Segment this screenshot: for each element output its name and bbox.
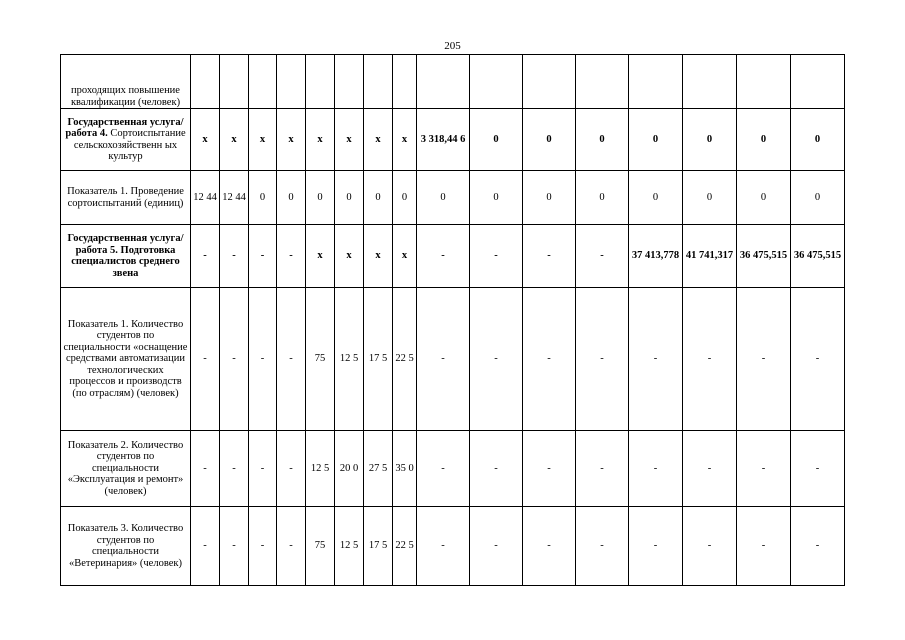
table-cell: - (791, 431, 845, 507)
table-cell: 75 (306, 288, 335, 431)
table-cell: 0 (470, 109, 523, 171)
table-cell: - (220, 507, 249, 586)
table-cell: - (277, 288, 306, 431)
table-cell (791, 55, 845, 109)
table-cell: - (523, 225, 576, 288)
table-cell: 3 318,44 6 (417, 109, 470, 171)
table-cell: - (683, 507, 737, 586)
table-cell (470, 55, 523, 109)
table-cell (306, 55, 335, 109)
table-cell: 22 5 (393, 507, 417, 586)
table-cell: 17 5 (364, 507, 393, 586)
row-label (61, 109, 191, 171)
table-cell (364, 55, 393, 109)
table-cell (249, 55, 277, 109)
table-cell: - (249, 225, 277, 288)
row-label: Показатель 1. Количество студентов по специальности «оснащение средствами автоматизации технологических процессов и производств (по отраслям) (человек) (61, 288, 191, 431)
table-cell: - (191, 507, 220, 586)
table-cell: 20 0 (335, 431, 364, 507)
table-cell: x (249, 109, 277, 171)
table-cell: 37 413,778 (629, 225, 683, 288)
table-cell: - (417, 507, 470, 586)
table-cell: 36 475,515 (791, 225, 845, 288)
table-cell: - (417, 431, 470, 507)
table-cell: 0 (791, 171, 845, 225)
table-cell: - (191, 225, 220, 288)
table-cell: 41 741,317 (683, 225, 737, 288)
row-label: Показатель 2. Количество студентов по специальности «Эксплуатация и ремонт» (человек) (61, 431, 191, 507)
table-cell: 0 (249, 171, 277, 225)
table-cell: 0 (737, 109, 791, 171)
table-cell: 0 (523, 171, 576, 225)
table-cell (191, 55, 220, 109)
table-row (61, 109, 845, 171)
table-cell: - (523, 431, 576, 507)
table-cell: 0 (737, 171, 791, 225)
table-cell: 0 (277, 171, 306, 225)
table-cell: 0 (393, 171, 417, 225)
table-cell: 12 5 (335, 288, 364, 431)
table-cell: - (576, 431, 629, 507)
table-cell: - (277, 225, 306, 288)
table-cell: - (576, 288, 629, 431)
table-cell: x (335, 225, 364, 288)
row-label: Показатель 3. Количество студентов по специальности «Ветеринария» (человек) (61, 507, 191, 586)
table-row (61, 507, 845, 586)
table-cell (417, 55, 470, 109)
table-cell (277, 55, 306, 109)
table-cell: - (277, 431, 306, 507)
table-cell (737, 55, 791, 109)
table-cell: x (335, 109, 364, 171)
table-cell: - (629, 288, 683, 431)
table-cell: - (576, 225, 629, 288)
page-number: 205 (444, 40, 461, 52)
table-row (61, 171, 845, 225)
table-cell: - (417, 288, 470, 431)
table-cell: - (470, 507, 523, 586)
table-cell: - (629, 507, 683, 586)
table-cell: 22 5 (393, 288, 417, 431)
table-cell: - (629, 431, 683, 507)
table-cell: 0 (791, 109, 845, 171)
table-cell: 0 (576, 109, 629, 171)
table-cell (335, 55, 364, 109)
table-cell: - (249, 288, 277, 431)
table-cell: 0 (364, 171, 393, 225)
table-cell: - (737, 507, 791, 586)
table-cell: - (220, 225, 249, 288)
table-cell: 0 (629, 171, 683, 225)
row-label: Показатель 1. Проведение сортоиспытаний (единиц) (61, 171, 191, 225)
table-cell: 35 0 (393, 431, 417, 507)
table-row (61, 288, 845, 431)
report-table (60, 54, 845, 586)
table-cell: - (737, 288, 791, 431)
table-cell: x (364, 109, 393, 171)
row-label: проходящих повышение квалификации (человек) (61, 55, 191, 109)
table-row (61, 225, 845, 288)
table-cell: 0 (417, 171, 470, 225)
table-cell: 12 5 (306, 431, 335, 507)
table-cell: - (737, 431, 791, 507)
table-cell: 27 5 (364, 431, 393, 507)
table-cell: x (393, 109, 417, 171)
table-cell: - (249, 507, 277, 586)
table-cell: - (191, 288, 220, 431)
table-cell: 12 44 (220, 171, 249, 225)
table-cell: - (417, 225, 470, 288)
table-cell: x (220, 109, 249, 171)
table-cell: 0 (576, 171, 629, 225)
table-cell: x (306, 109, 335, 171)
table-cell (220, 55, 249, 109)
table-cell (393, 55, 417, 109)
table-cell: - (249, 431, 277, 507)
table-cell: 0 (629, 109, 683, 171)
table-cell: 0 (523, 109, 576, 171)
report-body (61, 55, 845, 586)
row-label: Государственная услуга/работа 5. Подготовка специалистов среднего звена (61, 225, 191, 288)
table-cell (629, 55, 683, 109)
table-cell: - (470, 288, 523, 431)
table-cell: x (364, 225, 393, 288)
table-cell: 36 475,515 (737, 225, 791, 288)
table-cell: - (277, 507, 306, 586)
table-cell (576, 55, 629, 109)
table-cell: 12 5 (335, 507, 364, 586)
table-cell: - (791, 507, 845, 586)
table-cell: 75 (306, 507, 335, 586)
table-cell: - (523, 288, 576, 431)
table-cell: 12 44 (191, 171, 220, 225)
table-cell: 0 (683, 109, 737, 171)
table-cell: - (220, 431, 249, 507)
table-cell: - (523, 507, 576, 586)
table-cell: 0 (306, 171, 335, 225)
table-cell: 17 5 (364, 288, 393, 431)
table-cell (523, 55, 576, 109)
table-cell (683, 55, 737, 109)
table-cell: - (470, 225, 523, 288)
table-cell: - (791, 288, 845, 431)
table-cell: - (683, 288, 737, 431)
table-cell: 0 (335, 171, 364, 225)
table-cell: 0 (683, 171, 737, 225)
row-label-text: Сортоиспытание сельскохозяйственн ых культур (73, 128, 186, 162)
table-row (61, 55, 845, 109)
table-cell: x (191, 109, 220, 171)
row-label-title: Государственная услуга/работа 4. (65, 116, 184, 139)
table-cell: - (683, 431, 737, 507)
table-cell: x (393, 225, 417, 288)
table-cell: x (277, 109, 306, 171)
table-cell: - (191, 431, 220, 507)
table-cell: x (306, 225, 335, 288)
table-cell: - (220, 288, 249, 431)
table-row (61, 431, 845, 507)
table-cell: - (470, 431, 523, 507)
table-cell: 0 (470, 171, 523, 225)
table-cell: - (576, 507, 629, 586)
